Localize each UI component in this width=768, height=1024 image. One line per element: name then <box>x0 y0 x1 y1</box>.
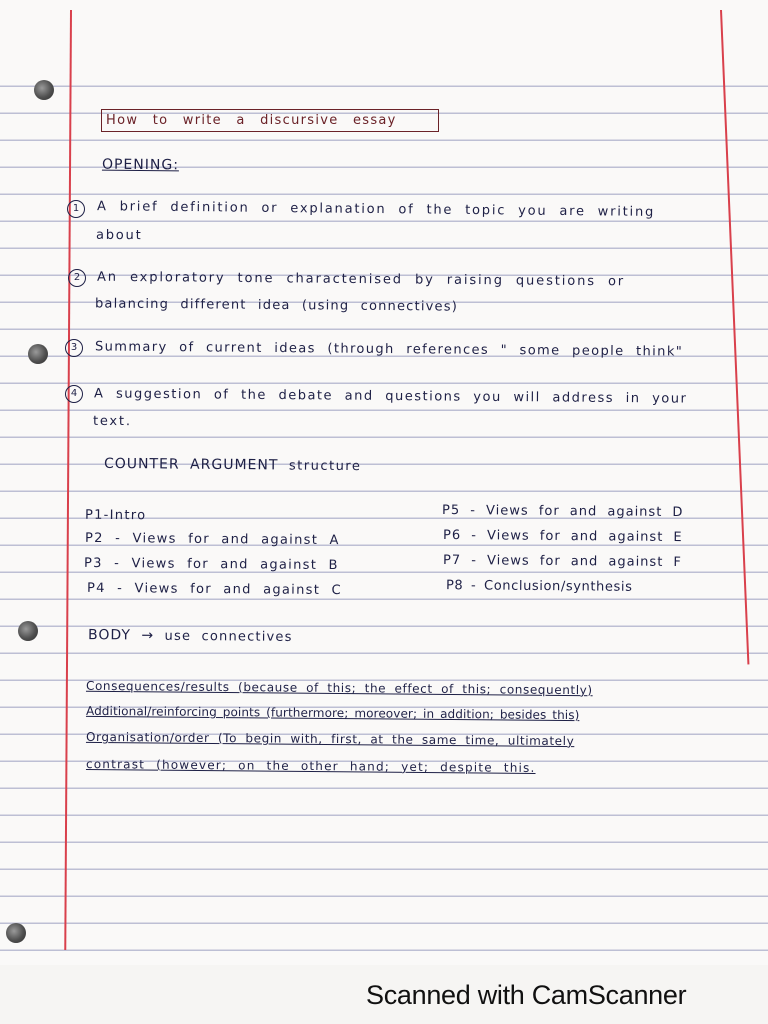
arrow-right-icon: → <box>141 627 155 644</box>
binder-hole <box>18 621 38 641</box>
connective-line: Additional/reinforcing points (furthermore; moreover; in addition; besides this) <box>85 703 580 723</box>
point-number: 3 <box>65 339 83 357</box>
note-title: How to write a discursive essay <box>106 113 397 128</box>
counter-heading-suffix: structure <box>288 458 362 475</box>
counter-heading <box>104 456 362 474</box>
point-number: 4 <box>65 385 83 403</box>
point-number: 1 <box>67 200 85 218</box>
paragraph-item: P2 - Views for and against A <box>84 530 340 549</box>
counter-heading-caps: COUNTER ARGUMENT <box>103 455 279 474</box>
body-heading-label: BODY <box>87 627 132 644</box>
connective-line: contrast (however; on the other hand; yet; despite this. <box>85 757 536 775</box>
point-line: An exploratory tone charactenised by raising questions or <box>96 269 626 290</box>
connective-line: Organisation/order (To begin with, first, at the same time, ultimately <box>85 729 575 749</box>
point-line: about <box>95 227 143 244</box>
right-margin-line <box>720 10 749 665</box>
opening-heading: OPENING: <box>101 156 180 174</box>
paragraph-item: P4 - Views for and against C <box>86 580 342 599</box>
binder-hole <box>28 344 48 364</box>
paragraph-item: P8 - Conclusion/synthesis <box>445 578 633 595</box>
body-heading <box>88 627 293 645</box>
point-line: A suggestion of the debate and questions you will address in your <box>93 386 688 407</box>
left-margin-line <box>64 10 72 950</box>
point-number: 2 <box>68 269 86 287</box>
paragraph-item: P5 - Views for and against D <box>441 502 684 521</box>
point-line: text. <box>92 413 132 430</box>
paragraph-item: P3 - Views for and against B <box>83 555 339 574</box>
title-box <box>101 109 439 132</box>
page-top-margin <box>0 0 768 70</box>
body-heading-suffix: use connectives <box>164 628 293 645</box>
paragraph-item: P7 - Views for and against F <box>442 552 682 571</box>
scanner-watermark: Scanned with CamScanner <box>366 980 687 1010</box>
point-line: A brief definition or explanation of the topic you are writing <box>96 199 656 220</box>
point-line: balancing different idea (using connectives) <box>94 296 459 315</box>
paragraph-item: P6 - Views for and against E <box>442 527 683 546</box>
paragraph-item: P1-Intro <box>84 507 147 524</box>
connective-line: Consequences/results (because of this; the effect of this; consequently) <box>85 678 593 698</box>
binder-hole <box>34 80 54 100</box>
binder-hole <box>6 923 26 943</box>
point-line: Summary of current ideas (through references " some people think" <box>94 339 684 360</box>
